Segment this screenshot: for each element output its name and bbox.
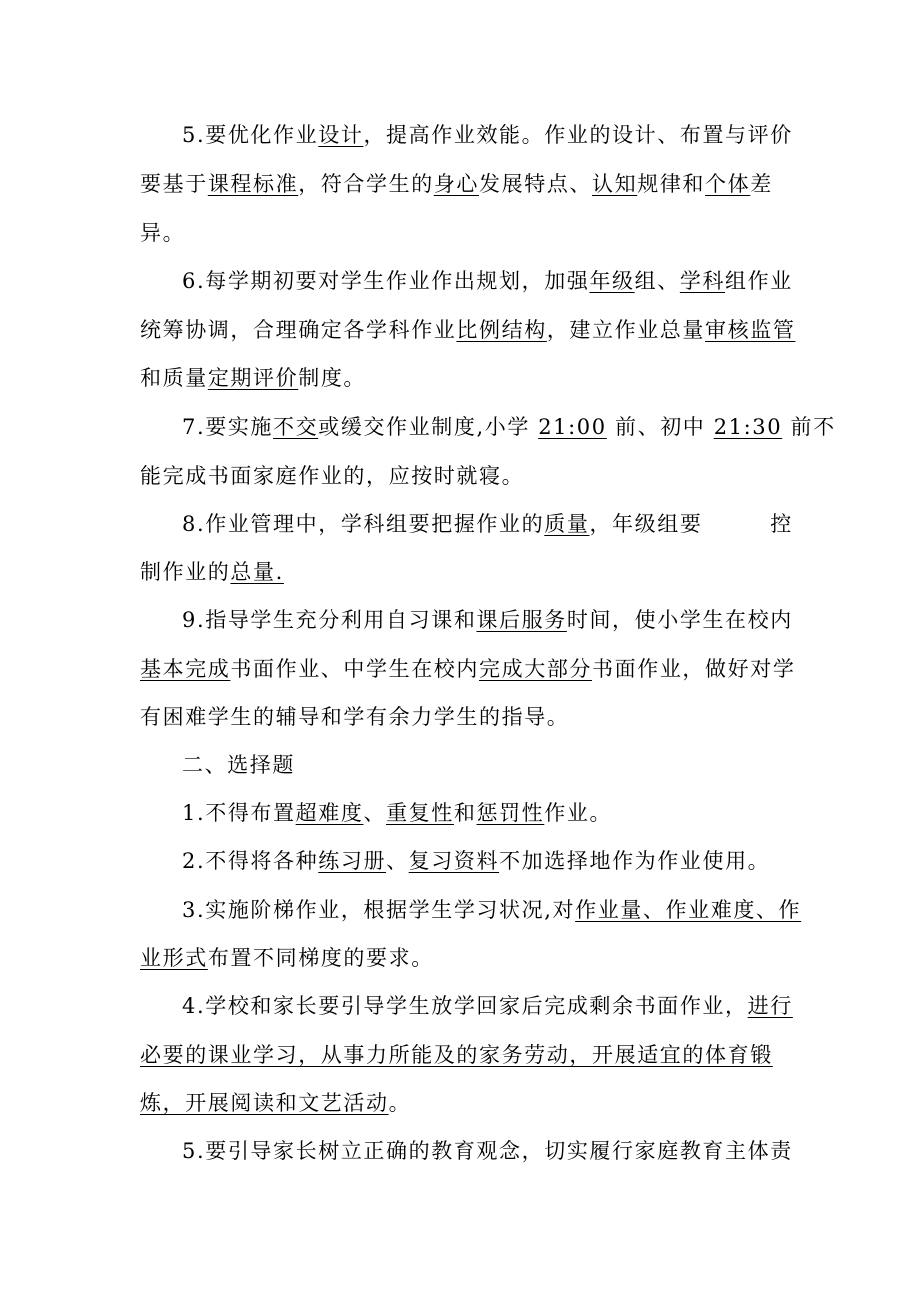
text-run: 差 <box>750 172 773 196</box>
underlined-term: 必要的课业学习，从事力所能及的家务劳动，开展适宜的体育锻 <box>140 1043 773 1067</box>
text-run: 前不 <box>782 415 836 439</box>
underlined-term: 复习资料 <box>408 849 500 873</box>
underlined-term: 审核监管 <box>705 318 796 342</box>
paragraph-line <box>182 895 822 925</box>
paragraph-line <box>140 943 780 973</box>
underlined-term: 进行 <box>747 994 793 1018</box>
text-run: 规律和 <box>637 172 706 196</box>
text-run: 书面作业、中学生在校内 <box>230 657 480 681</box>
underlined-term: 21:00 <box>538 415 607 439</box>
text-run: ，年级组要 控 <box>589 512 793 536</box>
text-run: 和质量 <box>140 366 208 390</box>
paragraph-line <box>182 509 822 539</box>
text-run: 5.要引导家长树立正确的教育观念，切实履行家庭教育主体责 <box>182 1139 793 1163</box>
paragraph-line <box>182 266 822 296</box>
underlined-term: 个体 <box>705 172 751 196</box>
paragraph-line <box>182 798 822 828</box>
text-run: ，建立作业总量 <box>546 318 706 342</box>
text-run: 二、选择题 <box>182 753 295 777</box>
text-run: 、 <box>386 849 409 873</box>
text-run: 9.指导学生充分利用自习课和 <box>182 608 477 632</box>
underlined-term: 定期评价 <box>207 366 299 390</box>
paragraph-line <box>182 846 822 876</box>
underlined-term: 惩罚性 <box>476 801 545 825</box>
paragraph-line <box>140 461 780 491</box>
underlined-term: 作业量、作业难度、作 <box>575 898 802 922</box>
underlined-term: 练习册 <box>318 849 387 873</box>
paragraph-line <box>140 315 796 345</box>
paragraph-line <box>140 169 780 199</box>
paragraph-line <box>140 1040 780 1070</box>
underlined-term: 比例结构 <box>456 318 547 342</box>
text-run: 不加选择地作为作业使用。 <box>499 849 771 873</box>
underlined-term: 重复性 <box>386 801 454 825</box>
text-run: 要基于 <box>140 172 208 196</box>
text-run: 布置不同梯度的要求。 <box>207 946 434 970</box>
text-run: 5.要优化作业 <box>182 123 319 147</box>
text-run: 或缓交作业制度,小学 <box>318 415 539 439</box>
underlined-term: 课程标准 <box>207 172 299 196</box>
paragraph-line <box>140 557 780 587</box>
text-run: 4.学校和家长要引导学生放学回家后完成剩余书面作业， <box>182 994 748 1018</box>
paragraph-line <box>140 1088 780 1118</box>
text-run: 1.不得布置 <box>182 801 296 825</box>
underlined-term: 超难度 <box>295 801 364 825</box>
underlined-term: 总量. <box>230 560 284 584</box>
text-run: 书面作业，做好对学 <box>592 657 796 681</box>
text-run: 制作业的 <box>140 560 231 584</box>
underlined-term: 课后服务 <box>476 608 567 632</box>
text-run: 作业。 <box>544 801 613 825</box>
paragraph-line <box>182 605 822 635</box>
text-run: 7.要实施 <box>182 415 274 439</box>
underlined-term: 不交 <box>273 415 319 439</box>
text-run: ，符合学生的 <box>298 172 434 196</box>
underlined-term: 学科 <box>679 269 726 293</box>
text-run: 8.作业管理中，学科组要把握作业的 <box>182 512 545 536</box>
text-run: 时间，使小学生在校内 <box>566 608 793 632</box>
text-run: ，提高作业效能。作业的设计、布置与评价 <box>363 123 793 147</box>
text-run: 和 <box>453 801 477 825</box>
underlined-term: 业形式 <box>140 946 208 970</box>
text-run: 能完成书面家庭作业的，应按时就寝。 <box>140 464 525 488</box>
text-run: 2.不得将各种 <box>182 849 319 873</box>
underlined-term: 完成大部分 <box>479 657 593 681</box>
text-run: 组作业 <box>725 269 793 293</box>
text-run: 异。 <box>140 221 186 245</box>
underlined-term: 21:30 <box>713 415 783 439</box>
paragraph-line <box>140 363 780 393</box>
text-run: 制度。 <box>298 366 367 390</box>
paragraph-line <box>182 1136 822 1166</box>
text-run: 组、 <box>634 269 680 293</box>
underlined-term: 认知 <box>592 172 638 196</box>
underlined-term: 设计 <box>318 123 364 147</box>
underlined-term: 质量 <box>544 512 590 536</box>
paragraph-line <box>182 120 822 150</box>
underlined-term: 基本完成 <box>140 657 231 681</box>
underlined-term: 炼，开展阅读和文艺活动 <box>140 1091 389 1115</box>
text-run: 、 <box>363 801 387 825</box>
text-run: 前、初中 <box>606 415 714 439</box>
paragraph-line <box>140 702 780 732</box>
text-run: 统筹协调，合理确定各学科作业 <box>140 318 457 342</box>
text-run: 。 <box>388 1091 412 1115</box>
underlined-term: 年级 <box>589 269 635 293</box>
section-heading <box>182 750 822 780</box>
underlined-term: 身心 <box>433 172 480 196</box>
text-run: 发展特点、 <box>479 172 593 196</box>
paragraph-line <box>140 654 796 684</box>
paragraph-line <box>182 991 822 1021</box>
text-run: 6.每学期初要对学生作业作出规划，加强 <box>182 269 590 293</box>
text-run: 有困难学生的辅导和学有余力学生的指导。 <box>140 705 570 729</box>
text-run: 3.实施阶梯作业，根据学生学习状况,对 <box>182 898 576 922</box>
paragraph-line <box>140 218 780 248</box>
paragraph-line <box>182 412 836 442</box>
